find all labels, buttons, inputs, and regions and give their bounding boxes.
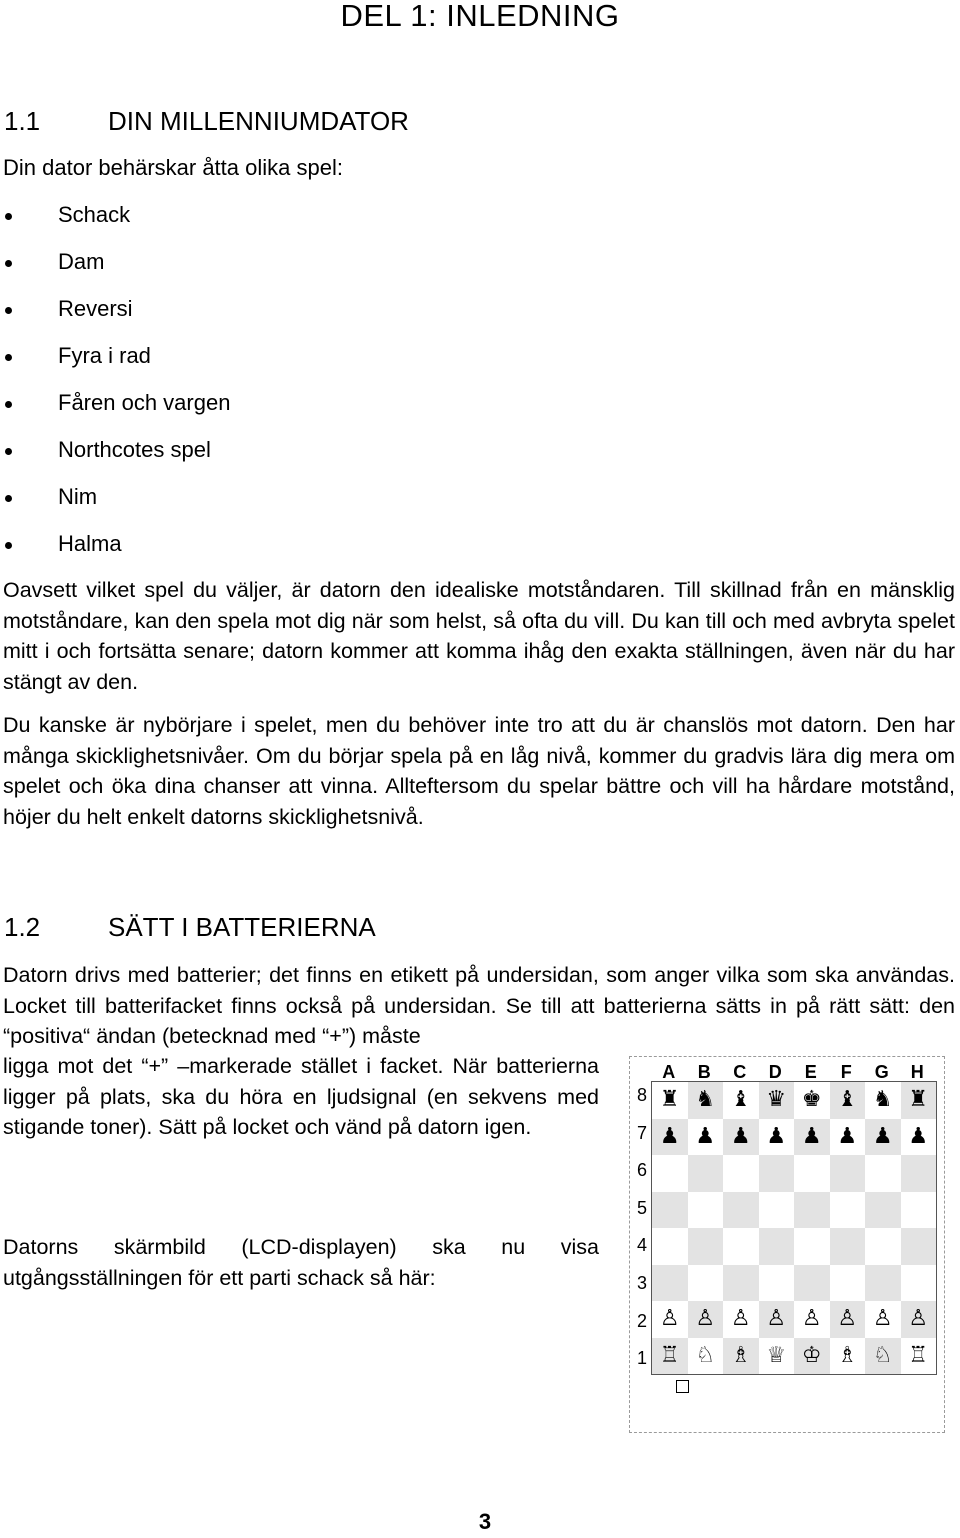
- white-knight-icon: ♘: [872, 1342, 893, 1368]
- section-number: 1.1: [4, 106, 41, 136]
- white-pawn-icon: ♙: [730, 1306, 751, 1332]
- board-square: [830, 1301, 866, 1338]
- paragraph-batteries-wrap: ligga mot det “+” –markerade stället i facket. När batterierna ligger på plats, ska du höra en ljudsignal (en sekvens med stigande toner). Sätt på locket och vänd på datorn igen.: [3, 1054, 599, 1139]
- board-square: [794, 1228, 830, 1265]
- board-square: [759, 1301, 795, 1338]
- board-square: [794, 1119, 830, 1156]
- board-square: [723, 1301, 759, 1338]
- file-label: C: [733, 1062, 747, 1082]
- board-square: [865, 1082, 901, 1119]
- rank-label: 8: [636, 1085, 647, 1105]
- board-square: [865, 1228, 901, 1265]
- board-square: [794, 1155, 830, 1192]
- black-pawn-icon: ♟: [695, 1123, 716, 1149]
- board-square: [759, 1228, 795, 1265]
- bullet-icon: [5, 307, 12, 314]
- turn-indicator-icon: [676, 1380, 689, 1393]
- board-square: [688, 1228, 724, 1265]
- board-square: [688, 1301, 724, 1338]
- board-square: [688, 1265, 724, 1302]
- bullet-icon: [5, 495, 12, 502]
- page-title: DEL 1: INLEDNING: [340, 0, 620, 33]
- black-pawn-icon: ♟: [837, 1123, 858, 1149]
- white-pawn-icon: ♙: [837, 1306, 858, 1332]
- black-knight-icon: ♞: [872, 1087, 893, 1113]
- board-square: [794, 1265, 830, 1302]
- list-item-label: Fåren och vargen: [58, 390, 231, 415]
- board-square: [794, 1082, 830, 1119]
- list-item-label: Halma: [58, 531, 122, 556]
- page-number: 3: [478, 1509, 492, 1534]
- paragraph-lcd-display: Datorns skärmbild (LCD-displayen) ska nu visa utgångsställningen för ett parti schack så här:: [3, 1235, 599, 1290]
- board-square: [794, 1301, 830, 1338]
- list-item-label: Fyra i rad: [58, 343, 151, 368]
- games-intro: Din dator behärskar åtta olika spel:: [3, 155, 343, 180]
- board-square: [688, 1082, 724, 1119]
- black-pawn-icon: ♟: [908, 1123, 929, 1149]
- bullet-icon: [5, 448, 12, 455]
- rank-label: 2: [636, 1310, 647, 1331]
- board-square: [865, 1155, 901, 1192]
- section-title: SÄTT I BATTERIERNA: [108, 912, 376, 942]
- board-square: [652, 1338, 688, 1375]
- board-square: [723, 1228, 759, 1265]
- paragraph-skill-levels: Du kanske är nybörjare i spelet, men du behöver inte tro att du är chanslös mot datorn. Den har många skicklighetsnivåer. Om du börjar spela på en låg nivå, kommer du gradvis lära dig mera om spelet och öka dina chanser att vinna. Allteftersom du spelar bättre och vill ha hårdare motstånd, höjer du helt enkelt datorns skicklighetsnivå.: [3, 713, 955, 829]
- bullet-icon: [5, 213, 12, 220]
- list-item-label: Northcotes spel: [58, 437, 211, 462]
- board-square: [865, 1265, 901, 1302]
- rank-label: 4: [636, 1235, 647, 1256]
- board-square: [830, 1119, 866, 1156]
- board-square: [688, 1119, 724, 1156]
- rank-label: 7: [636, 1122, 647, 1143]
- board-square: [901, 1301, 937, 1338]
- board-square: [652, 1155, 688, 1192]
- black-king-icon: ♚: [801, 1087, 822, 1113]
- list-item: [0, 341, 230, 388]
- black-rook-icon: ♜: [659, 1087, 680, 1113]
- board-square: [830, 1192, 866, 1229]
- white-knight-icon: ♘: [695, 1342, 716, 1368]
- white-rook-icon: ♖: [659, 1342, 680, 1368]
- list-item-label: Nim: [58, 484, 98, 509]
- board-square: [688, 1338, 724, 1375]
- white-queen-icon: ♕: [766, 1342, 787, 1368]
- board-square: [901, 1155, 937, 1192]
- white-pawn-icon: ♙: [659, 1306, 680, 1332]
- list-item: [0, 529, 230, 576]
- board-square: [901, 1265, 937, 1302]
- black-pawn-icon: ♟: [766, 1123, 787, 1149]
- board-square: [794, 1338, 830, 1375]
- black-pawn-icon: ♟: [730, 1123, 751, 1149]
- board-square: [865, 1119, 901, 1156]
- board-square: [723, 1119, 759, 1156]
- rank-label: 3: [636, 1273, 647, 1293]
- board-square: [865, 1338, 901, 1375]
- board-square: [759, 1192, 795, 1229]
- white-pawn-icon: ♙: [908, 1306, 929, 1332]
- board-square: [901, 1082, 937, 1119]
- list-item: [0, 294, 230, 341]
- list-item: [0, 200, 230, 247]
- section-title: DIN MILLENNIUMDATOR: [108, 106, 409, 136]
- board-square: [901, 1338, 937, 1375]
- file-label: G: [874, 1062, 889, 1082]
- board-square: [688, 1155, 724, 1192]
- board-square: [759, 1119, 795, 1156]
- board-square: [652, 1265, 688, 1302]
- bullet-icon: [5, 542, 12, 549]
- board-square: [830, 1155, 866, 1192]
- white-pawn-icon: ♙: [872, 1306, 893, 1332]
- black-bishop-icon: ♝: [730, 1087, 751, 1113]
- list-item-label: Reversi: [58, 296, 133, 321]
- black-pawn-icon: ♟: [659, 1123, 680, 1149]
- bullet-icon: [5, 354, 12, 361]
- black-knight-icon: ♞: [695, 1087, 716, 1113]
- rank-label: 5: [636, 1197, 647, 1218]
- file-label: F: [840, 1062, 852, 1082]
- board-square: [830, 1338, 866, 1375]
- rank-label: 1: [636, 1348, 647, 1369]
- board-square: [652, 1228, 688, 1265]
- section-heading-1-2: [4, 912, 376, 943]
- board-square: [652, 1301, 688, 1338]
- list-item: [0, 388, 230, 435]
- list-item: [0, 482, 230, 529]
- board-square: [830, 1082, 866, 1119]
- board-square: [865, 1192, 901, 1229]
- file-label: B: [697, 1062, 711, 1082]
- board-square: [759, 1338, 795, 1375]
- board-square: [652, 1082, 688, 1119]
- board-square: [759, 1082, 795, 1119]
- bullet-icon: [5, 260, 12, 267]
- file-label: A: [662, 1062, 676, 1082]
- black-rook-icon: ♜: [908, 1087, 929, 1113]
- bullet-icon: [5, 401, 12, 408]
- black-pawn-icon: ♟: [872, 1123, 893, 1149]
- black-pawn-icon: ♟: [801, 1123, 822, 1149]
- white-pawn-icon: ♙: [695, 1306, 716, 1332]
- list-item: [0, 247, 230, 294]
- list-item-label: Schack: [58, 202, 131, 227]
- black-queen-icon: ♛: [766, 1087, 787, 1113]
- board-square: [723, 1192, 759, 1229]
- section-number: 1.2: [4, 912, 41, 942]
- board-square: [723, 1082, 759, 1119]
- white-rook-icon: ♖: [908, 1342, 929, 1368]
- board-square: [901, 1119, 937, 1156]
- board-square: [901, 1228, 937, 1265]
- paragraph-ideal-opponent: Oavsett vilket spel du väljer, är datorn den idealiske motståndaren. Till skillnad från en mänsklig motståndare, kan den spela mot dig när som helst, så ofta du vill. Du kan till och med avbryta spelet mitt i och fortsätta senare; datorn kommer att komma ihåg den exakta ställningen, även när du har stängt av den.: [3, 578, 955, 694]
- paragraph-batteries: Datorn drivs med batterier; det finns en etikett på undersidan, som anger vilka som ska användas. Locket till batterifacket finns också på undersidan. Se till att batterierna sätts in på rätt sätt: den “positiva“ ändan (betecknad med “+”) måste: [3, 963, 955, 1048]
- file-label: D: [768, 1062, 782, 1082]
- games-list: [0, 200, 230, 576]
- board-square: [723, 1265, 759, 1302]
- list-item: [0, 435, 230, 482]
- board-square: [830, 1265, 866, 1302]
- chessboard: [651, 1081, 937, 1375]
- file-label: H: [910, 1062, 924, 1082]
- board-square: [723, 1155, 759, 1192]
- rank-label: 6: [636, 1160, 647, 1181]
- white-pawn-icon: ♙: [801, 1306, 822, 1332]
- board-square: [688, 1192, 724, 1229]
- black-bishop-icon: ♝: [837, 1087, 858, 1113]
- board-square: [759, 1155, 795, 1192]
- list-item-label: Dam: [58, 249, 105, 274]
- white-bishop-icon: ♗: [837, 1342, 858, 1368]
- board-square: [759, 1265, 795, 1302]
- board-square: [830, 1228, 866, 1265]
- board-square: [652, 1119, 688, 1156]
- board-square: [901, 1192, 937, 1229]
- board-square: [794, 1192, 830, 1229]
- board-square: [652, 1192, 688, 1229]
- white-king-icon: ♔: [801, 1342, 822, 1368]
- file-label: E: [804, 1062, 817, 1082]
- board-square: [723, 1338, 759, 1375]
- white-bishop-icon: ♗: [730, 1342, 751, 1368]
- white-pawn-icon: ♙: [766, 1306, 787, 1332]
- section-heading-1-1: [4, 106, 409, 137]
- board-square: [865, 1301, 901, 1338]
